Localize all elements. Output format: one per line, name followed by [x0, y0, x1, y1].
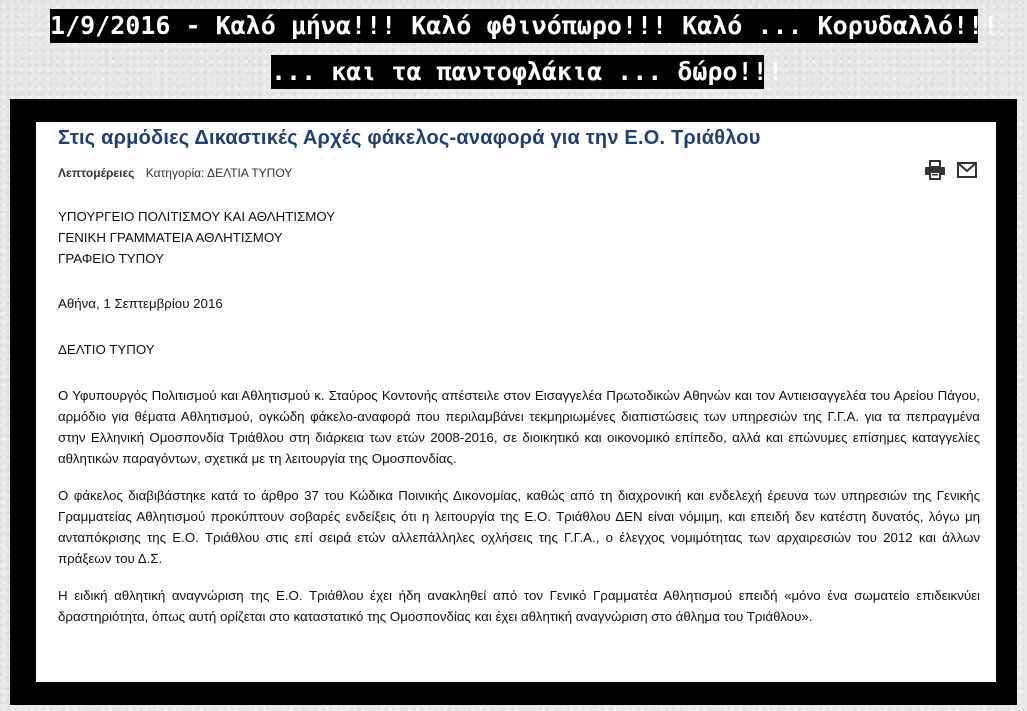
details-label: Λεπτομέρειες: [58, 166, 135, 180]
category-label[interactable]: Κατηγορία: ΔΕΛΤΙΑ ΤΥΠΟΥ: [145, 166, 293, 180]
article-title[interactable]: Στις αρμόδιες Δικαστικές Αρχές φάκελος-αναφορά για την Ε.Ο. Τριάθλου: [58, 127, 761, 149]
press-release-document: [36, 122, 996, 682]
print-icon[interactable]: [924, 160, 946, 180]
paragraph-3: Η ειδική αθλητική αναγνώριση της Ε.Ο. Τριάθλου έχει ήδη ανακληθεί από τον Γενικό Γραμματέα Αθλητισμού επειδή «μόνο ένα σωματείο επιδεικνύει δραστηριότητα, όπως αυτή ορίζεται στο καταστατικό της Ομοσπονδίας και έχει αθλητική αναγνώριση στο άθλημα του Τριάθλου».: [58, 588, 980, 624]
paragraph-1: Ο Υφυπουργός Πολιτισμού και Αθλητισμού κ. Σταύρος Κοντονής απέστειλε στον Εισαγγελέα Πρωτοδικών Αθηνών και τον Αντιεισαγγελέα του Αρείου Πάγου, αρμόδιο για θέματα Αθλητισμού, ογκώδη φάκελο-αναφορά που περιλαμβάνει τεκμηριωμένες διαπιστώσεις των υπηρεσιών της Γ.Γ.Α. για τα πεπραγμένα στην Ελληνική Ομοσπονδία Τριάθλου στη διάρκεια των ετών 2008-2016, σε διοικητικό και οικονομικό επίπεδο, αλλά και επώνυμες επίσημες καταγγελίες αθλητικών παραγόντων, σχετικά με τη λειτουργία της Ομοσπονδίας.: [58, 388, 980, 466]
header-line-ministry: ΥΠΟΥΡΓΕΙΟ ΠΟΛΙΤΙΣΜΟΥ ΚΑΙ ΑΘΛΗΤΙΣΜΟΥ: [58, 209, 336, 224]
article-meta: [58, 166, 292, 180]
header-line-press-office: ΓΡΑΦΕΙΟ ΤΥΠΟΥ: [58, 251, 165, 266]
doc-type-line: ΔΕΛΤΙΟ ΤΥΠΟΥ: [58, 342, 155, 357]
paragraph-2: Ο φάκελος διαβιβάστηκε κατά το άρθρο 37 του Κώδικα Ποινικής Δικονομίας, καθώς από τη διαχρονική και ενδελεχή έρευνα των υπηρεσιών της Γενικής Γραμματείας Αθλητισμού προκύπτουν σοβαρές ενδείξεις ότι η λειτουργία της Ε.Ο. Τριάθλου ΔΕΝ είναι νόμιμη, και επειδή δεν κατέστη δυνατός, λόγω μη ανταπόκρισης της Ε.Ο. Τριάθλου στις επί σειρά ετών αλλεπάλληλες οχλήσεις της Γ.Γ.Α., ο έλεγχος νομιμότητας των αρχαιρεσιών του 2012 και άλλων πράξεων του Δ.Σ.: [58, 488, 980, 566]
article-body: [58, 206, 980, 643]
banner-headline: 1/9/2016 - Καλό μήνα!!! Καλό φθινόπωρο!!! Καλό ... Κορυδαλλό!!!: [50, 9, 978, 43]
email-icon[interactable]: [956, 160, 978, 180]
header-line-secretariat: ΓΕΝΙΚΗ ΓΡΑΜΜΑΤΕΙΑ ΑΘΛΗΤΙΣΜΟΥ: [58, 230, 283, 245]
article-actions: [924, 160, 978, 180]
date-line: Αθήνα, 1 Σεπτεμβρίου 2016: [58, 296, 223, 311]
banner-subheadline: ... και τα παντοφλάκια ... δώρο!!!: [271, 55, 764, 89]
